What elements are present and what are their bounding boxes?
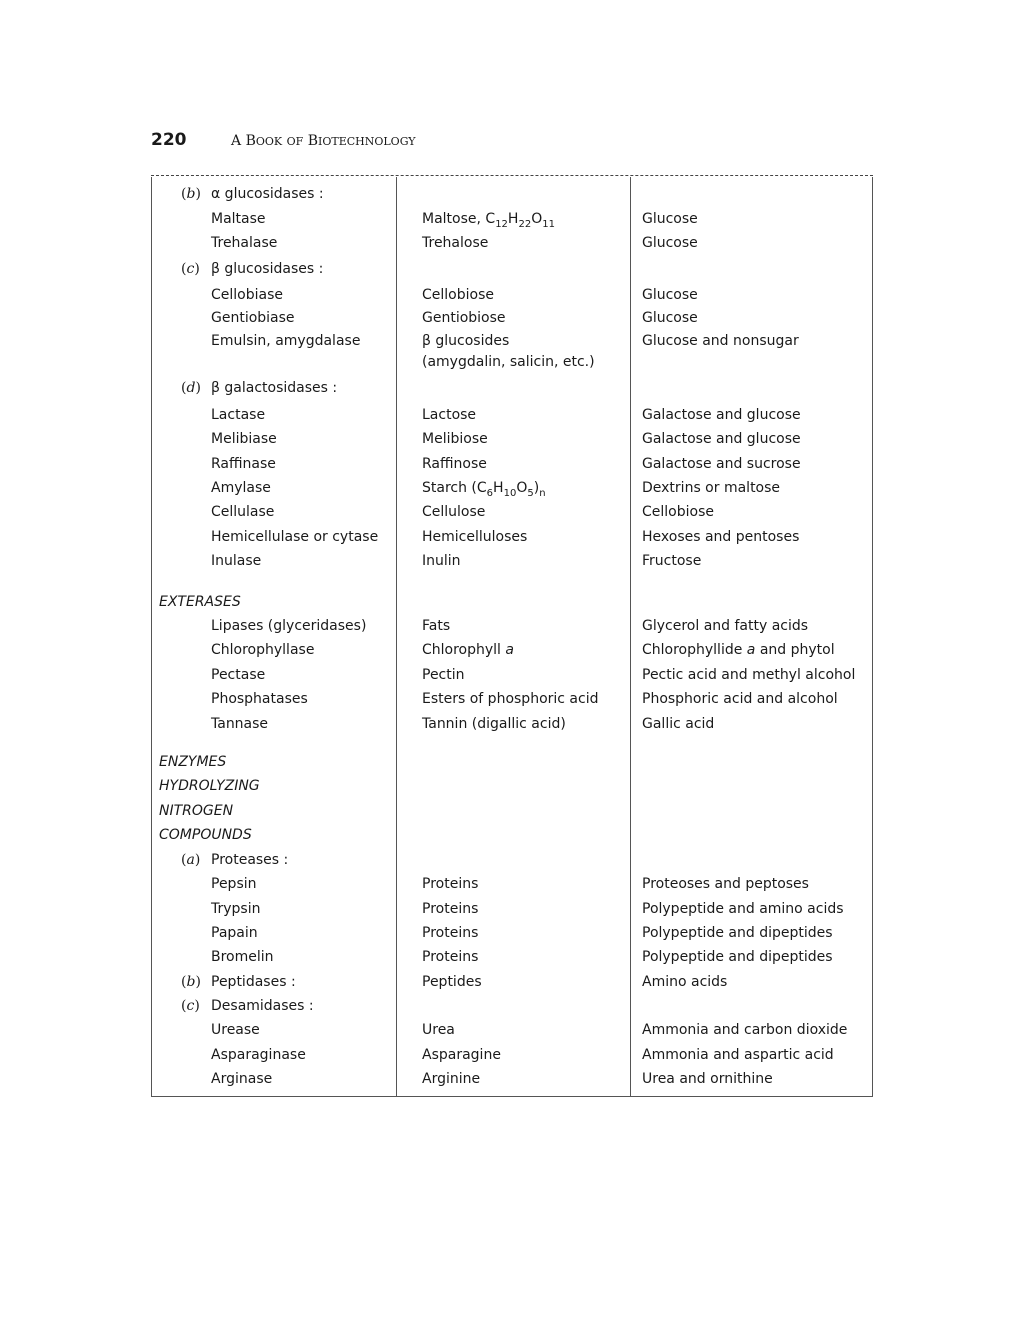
enzyme-cell: Gentiobiase (211, 310, 295, 326)
section-label: (b) (181, 974, 201, 990)
enzyme-cell: Chlorophyllase (211, 642, 315, 658)
substrate-cell: Proteins (422, 925, 479, 941)
substrate-cell: Esters of phosphoric acid (422, 691, 599, 707)
product-cell: Dextrins or maltose (642, 480, 781, 496)
enzyme-cell: Papain (211, 925, 258, 941)
product-cell: Galactose and glucose (642, 407, 801, 423)
column-divider-1 (396, 177, 397, 1096)
substrate-cell: Starch $(C_6H_{10}O_5)_n$ (422, 480, 546, 499)
substrate-cell: Asparagine (422, 1047, 501, 1063)
subscript: n (539, 488, 546, 499)
subscript: 6 (486, 488, 494, 499)
product-cell: Pectic acid and methyl alcohol (642, 667, 856, 683)
section-label: (b) (181, 186, 201, 202)
product-cell: Urea and ornithine (642, 1071, 773, 1087)
enzyme-cell: Pepsin (211, 876, 257, 892)
enzyme-cell: Emulsin, amygdalase (211, 333, 361, 349)
enzyme-cell: Pectase (211, 667, 266, 683)
section-letter: c (186, 998, 195, 1014)
subscript: 12 (495, 219, 508, 230)
product-cell: Glucose (642, 287, 698, 303)
enzyme-cell: Trehalase (211, 235, 278, 251)
section-letter: d (186, 380, 196, 396)
running-title-of: OF (286, 135, 304, 148)
enzyme-cell: Raffinase (211, 456, 276, 472)
italic-letter: a (505, 642, 514, 658)
subscript: 22 (518, 219, 532, 230)
category-heading: HYDROLYZING (159, 778, 260, 794)
substrate-cell: Cellobiose (422, 287, 494, 303)
product-cell: Glucose (642, 211, 698, 227)
subscript: 10 (503, 488, 517, 499)
section-heading: β galactosidases : (211, 380, 338, 396)
substrate-cell: Gentiobiose (422, 310, 506, 326)
substrate-cell: Arginine (422, 1071, 481, 1087)
subscript: 11 (542, 219, 555, 230)
product-cell: Chlorophyllide a and phytol (642, 642, 835, 658)
enzyme-cell: Phosphatases (211, 691, 308, 707)
enzyme-cell: Lactase (211, 407, 266, 423)
enzyme-cell: Maltase (211, 211, 266, 227)
product-cell: Hexoses and pentoses (642, 529, 800, 545)
enzyme-cell: Inulase (211, 553, 262, 569)
substrate-cell: Trehalose (422, 235, 489, 251)
product-cell: Glucose and nonsugar (642, 333, 799, 349)
enzyme-cell: Amylase (211, 480, 271, 496)
product-cell: Galactose and sucrose (642, 456, 801, 472)
category-heading: NITROGEN (159, 803, 234, 819)
product-cell: Amino acids (642, 974, 728, 990)
product-cell: Glycerol and fatty acids (642, 618, 809, 634)
substrate-cell: Lactose (422, 407, 477, 423)
enzyme-cell: Trypsin (211, 901, 261, 917)
product-cell: Phosphoric acid and alcohol (642, 691, 838, 707)
section-heading: Proteases : (211, 852, 289, 868)
section-letter: b (186, 186, 196, 202)
substrate-cell: Raffinose (422, 456, 487, 472)
section-heading: α glucosidases : (211, 186, 324, 202)
section-label: (c) (181, 261, 200, 277)
substrate-cell: Maltose, $C_{12}H_{22}O_{11}$ (422, 211, 555, 230)
section-heading: Desamidases : (211, 998, 314, 1014)
product-cell: Ammonia and aspartic acid (642, 1047, 834, 1063)
substrate-cell: Proteins (422, 876, 479, 892)
category-heading: COMPOUNDS (159, 827, 252, 843)
running-title (231, 133, 416, 149)
section-letter: c (186, 261, 195, 277)
section-label: (d) (181, 380, 201, 396)
product-cell: Ammonia and carbon dioxide (642, 1022, 848, 1038)
enzyme-cell: Bromelin (211, 949, 274, 965)
substrate-cell: Cellulose (422, 504, 486, 520)
enzyme-cell: Melibiase (211, 431, 277, 447)
substrate-cell: (amygdalin, salicin, etc.) (422, 354, 595, 370)
section-heading: β glucosidases : (211, 261, 324, 277)
substrate-cell: Fats (422, 618, 451, 634)
product-cell: Glucose (642, 235, 698, 251)
running-title-b: B (245, 133, 256, 149)
section-label: (c) (181, 998, 200, 1014)
section-letter: a (186, 852, 195, 868)
product-cell: Polypeptide and dipeptides (642, 925, 833, 941)
enzyme-cell: Tannase (211, 716, 269, 732)
section-letter: b (186, 974, 196, 990)
enzyme-cell: Cellulase (211, 504, 275, 520)
substrate-cell: Proteins (422, 901, 479, 917)
substrate-cell: Hemicelluloses (422, 529, 528, 545)
column-divider-2 (630, 177, 631, 1096)
substrate-cell: Proteins (422, 949, 479, 965)
product-cell: Glucose (642, 310, 698, 326)
substrate-cell: Urea (422, 1022, 455, 1038)
section-label: (a) (181, 852, 201, 868)
substrate-cell: Inulin (422, 553, 461, 569)
category-heading: ENZYMES (159, 754, 227, 770)
subscript: 5 (527, 488, 534, 499)
enzyme-cell: Hemicellulase or cytase (211, 529, 379, 545)
enzyme-table (151, 177, 873, 1097)
enzyme-cell: Lipases (glyceridases) (211, 618, 367, 634)
product-cell: Cellobiose (642, 504, 714, 520)
substrate-cell: Pectin (422, 667, 465, 683)
product-cell: Polypeptide and amino acids (642, 901, 844, 917)
product-cell: Fructose (642, 553, 702, 569)
substrate-cell: Melibiose (422, 431, 488, 447)
section-heading: Peptidases : (211, 974, 296, 990)
running-title-iotechnology: IOTECHNOLOGY (318, 135, 416, 148)
substrate-cell: Peptides (422, 974, 482, 990)
enzyme-cell: Arginase (211, 1071, 273, 1087)
running-title-b2: B (307, 133, 318, 149)
running-title-ook: OOK (255, 135, 283, 148)
substrate-cell: Tannin (digallic acid) (422, 716, 566, 732)
table-top-dashed-rule (151, 175, 873, 176)
enzyme-cell: Asparaginase (211, 1047, 306, 1063)
category-heading: EXTERASES (159, 594, 241, 610)
product-cell: Polypeptide and dipeptides (642, 949, 833, 965)
enzyme-cell: Urease (211, 1022, 260, 1038)
enzyme-cell: Cellobiase (211, 287, 283, 303)
page-number: 220 (151, 130, 187, 150)
product-cell: Galactose and glucose (642, 431, 801, 447)
product-cell: Gallic acid (642, 716, 715, 732)
italic-letter: a (746, 642, 756, 658)
product-cell: Proteoses and peptoses (642, 876, 809, 892)
substrate-cell: β glucosides (422, 333, 510, 349)
substrate-cell: Chlorophyll a (422, 642, 514, 658)
running-title-a: A (231, 133, 242, 149)
